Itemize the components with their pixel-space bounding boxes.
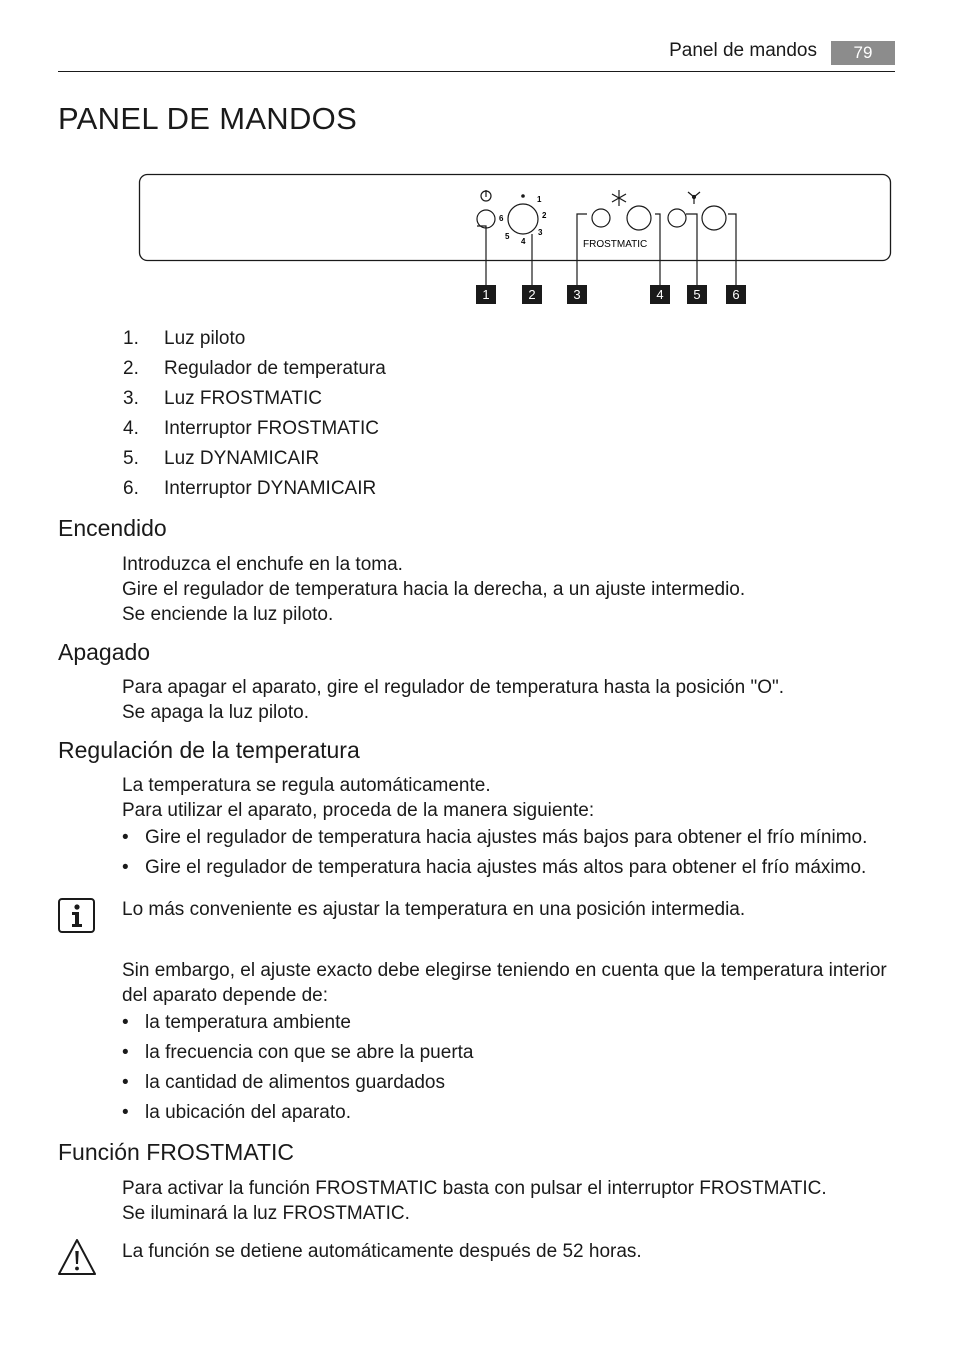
svg-text:3: 3: [573, 287, 581, 302]
regulacion-extra-bullets: [122, 1012, 474, 1132]
list-item: 3. Luz FROSTMATIC: [123, 388, 322, 409]
dial-number-2: 2: [542, 211, 547, 220]
list-item: • la cantidad de alimentos guardados: [122, 1072, 445, 1093]
warning-note-text: La función se detiene automáticamente después de 52 horas.: [122, 1241, 642, 1262]
svg-text:4: 4: [656, 287, 664, 302]
frostmatic-label: FROSTMATIC: [583, 239, 648, 250]
list-item: 4. Interruptor FROSTMATIC: [123, 418, 380, 439]
svg-text:5: 5: [693, 287, 701, 302]
legend-list: [123, 328, 386, 508]
page-number: 79: [831, 41, 895, 65]
encendido-text: Introduzca el enchufe en la toma. Gire el regulador de temperatura hacia la derecha, a un ajuste intermedio. Se enciende la luz piloto.: [122, 554, 746, 625]
list-item: 6. Interruptor DYNAMICAIR: [123, 478, 377, 499]
heading-frostmatic: Función FROSTMATIC: [58, 1139, 294, 1165]
dial-number-1: 1: [537, 195, 542, 204]
warning-icon: [57, 1238, 97, 1276]
heading-encendido: Encendido: [58, 515, 167, 541]
regulacion-text: La temperatura se regula automáticamente. Para utilizar el aparato, proceda de la manera siguiente:: [122, 775, 595, 821]
running-header: Panel de mandos: [669, 40, 817, 61]
dial-number-4: 4: [521, 237, 526, 246]
info-note-text: Lo más conveniente es ajustar la temperatura en una posición intermedia.: [122, 899, 746, 920]
svg-text:1: 1: [482, 287, 490, 302]
callout-1: [476, 285, 496, 304]
list-item: • la temperatura ambiente: [122, 1012, 351, 1033]
dial-number-6: 6: [499, 214, 504, 223]
dial-off-mark: [521, 194, 525, 198]
dial-number-5: 5: [505, 232, 510, 241]
frostmatic-text: Para activar la función FROSTMATIC basta con pulsar el interruptor FROSTMATIC. Se iluminará la luz FROSTMATIC.: [122, 1178, 827, 1224]
list-item: 1. Luz piloto: [123, 328, 246, 349]
control-panel-diagram: [0, 0, 954, 320]
page-title: PANEL DE MANDOS: [58, 101, 358, 136]
panel-outline: [140, 175, 891, 261]
list-item: 5. Luz DYNAMICAIR: [123, 448, 320, 469]
heading-apagado: Apagado: [58, 639, 151, 665]
list-item: 2. Regulador de temperatura: [123, 358, 386, 379]
info-icon: [58, 898, 95, 933]
heading-regulacion: Regulación de la temperatura: [58, 737, 360, 763]
svg-text:6: 6: [732, 287, 740, 302]
callout-4: [650, 285, 670, 304]
list-item: • Gire el regulador de temperatura hacia ajustes más bajos para obtener el frío mínimo.: [122, 827, 868, 848]
regulacion-extra-text: Sin embargo, el ajuste exacto debe elegirse teniendo en cuenta que la temperatura interior del aparato depende de:: [122, 960, 887, 1006]
callout-2: [522, 285, 542, 304]
callout-6: [726, 285, 746, 304]
regulacion-bullets: [122, 827, 867, 887]
list-item: • la ubicación del aparato.: [122, 1102, 351, 1123]
callout-3: [567, 285, 587, 304]
callout-5: [687, 285, 707, 304]
dial-number-3: 3: [538, 228, 543, 237]
apagado-text: Para apagar el aparato, gire el regulador de temperatura hasta la posición "O". Se apaga la luz piloto.: [122, 677, 784, 723]
svg-text:2: 2: [528, 287, 536, 302]
list-item: • Gire el regulador de temperatura hacia ajustes más altos para obtener el frío máximo.: [122, 857, 867, 878]
list-item: • la frecuencia con que se abre la puerta: [122, 1042, 474, 1063]
